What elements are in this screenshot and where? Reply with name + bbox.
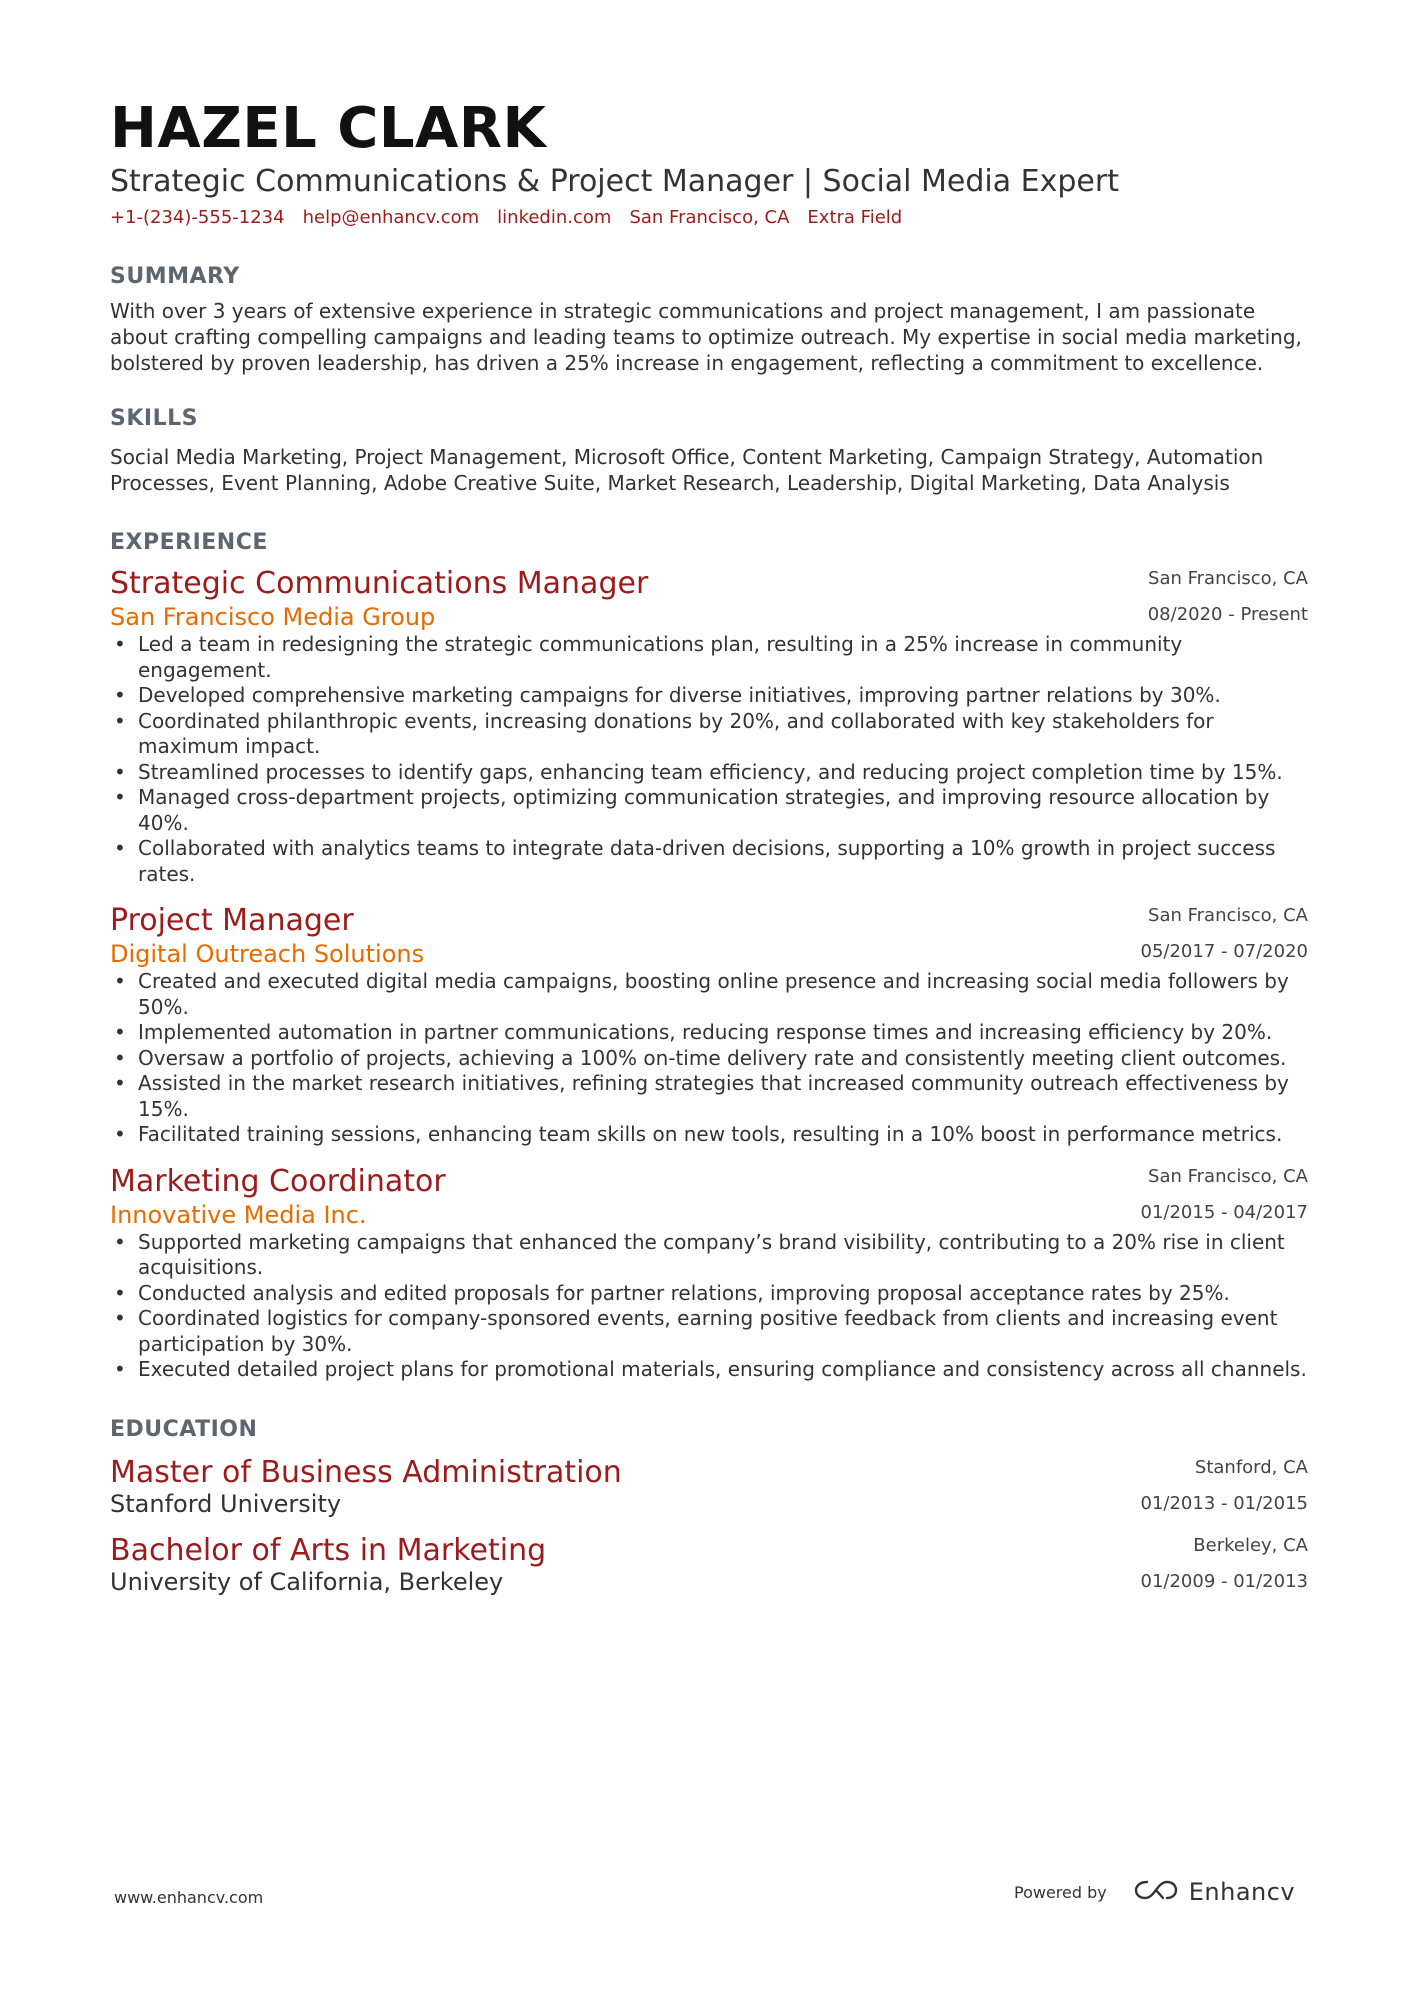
education-entry: [110, 1455, 1308, 1517]
job-header: [110, 1164, 1308, 1230]
job-location: San Francisco, CA: [1148, 905, 1308, 926]
resume-page: [110, 96, 1308, 1595]
job-bullets: [110, 969, 1308, 1148]
job-header: [110, 903, 1308, 969]
job-company: Digital Outreach Solutions: [110, 940, 425, 968]
contact-location: San Francisco, CA: [629, 207, 790, 228]
education-location: Berkeley, CA: [1193, 1534, 1308, 1556]
skills-title: SKILLS: [110, 406, 198, 431]
experience-title: EXPERIENCE: [110, 530, 268, 555]
skills-section: [110, 404, 1308, 496]
bullet-item: • Collaborated with analytics teams to integrate data-driven decisions, supporting a 10% growth in project success rates.: [110, 836, 1308, 887]
contact-email[interactable]: help@enhancv.com: [302, 207, 480, 228]
job-entry: [110, 903, 1308, 1148]
bullet-item: • Conducted analysis and edited proposals for partner relations, improving proposal acceptance rates by 25%.: [110, 1281, 1308, 1307]
footer-website[interactable]: www.enhancv.com: [114, 1888, 264, 1907]
experience-section: [110, 528, 1308, 1383]
bullet-item: • Oversaw a portfolio of projects, achieving a 100% on-time delivery rate and consistently meeting client outcomes.: [110, 1046, 1308, 1072]
enhancv-logo-icon: [1133, 1877, 1179, 1907]
education-dates: 01/2013 - 01/2015: [1140, 1492, 1308, 1514]
job-entry: [110, 566, 1308, 887]
school-name: Stanford University: [110, 1489, 342, 1518]
bullet-item: • Coordinated philanthropic events, increasing donations by 20%, and collaborated with key stakeholders for maximum impact.: [110, 709, 1308, 760]
school-name: University of California, Berkeley: [110, 1567, 504, 1596]
job-title: Marketing Coordinator: [110, 1163, 446, 1199]
bullet-item: • Implemented automation in partner communications, reducing response times and increasing efficiency by 20%.: [110, 1020, 1308, 1046]
education-location: Stanford, CA: [1194, 1456, 1308, 1478]
contact-extra-field: Extra Field: [807, 207, 903, 228]
bullet-item: • Executed detailed project plans for promotional materials, ensuring compliance and consistency across all channels.: [110, 1357, 1308, 1383]
bullet-item: • Facilitated training sessions, enhancing team skills on new tools, resulting in a 10% boost in performance metrics.: [110, 1122, 1308, 1148]
job-title: Project Manager: [110, 903, 354, 938]
contact-linkedin[interactable]: linkedin.com: [497, 207, 612, 228]
education-section: [110, 1415, 1308, 1595]
summary-section: [110, 262, 1308, 376]
job-bullets: [110, 632, 1308, 887]
candidate-name: HAZEL CLARK: [110, 96, 547, 161]
degree-title: Master of Business Administration: [110, 1454, 622, 1490]
skills-text: Social Media Marketing, Project Management, Microsoft Office, Content Marketing, Campaign Strategy, Automation Processes, Event Planning, Adobe Creative Suite, Market Research, Leadership, Digital Marketing, Data Analysis: [110, 445, 1264, 495]
job-header: [110, 566, 1308, 632]
footer-branding: [1014, 1872, 1295, 1912]
job-title: Strategic Communications Manager: [110, 566, 649, 601]
degree-title: Bachelor of Arts in Marketing: [110, 1532, 547, 1568]
bullet-item: • Assisted in the market research initiatives, refining strategies that increased community outreach effectiveness by 15%.: [110, 1071, 1308, 1122]
bullet-item: • Supported marketing campaigns that enhanced the company’s brand visibility, contributing to a 20% rise in client acquisitions.: [110, 1230, 1308, 1281]
education-dates: 01/2009 - 01/2013: [1140, 1570, 1308, 1592]
contact-phone[interactable]: +1-(234)-555-1234: [110, 207, 285, 228]
bullet-item: • Led a team in redesigning the strategic communications plan, resulting in a 25% increase in community engagement.: [110, 632, 1308, 683]
job-bullets: [110, 1230, 1308, 1383]
job-location: San Francisco, CA: [1148, 1165, 1308, 1187]
summary-text: With over 3 years of extensive experience in strategic communications and project management, I am passionate about crafting compelling campaigns and leading teams to optimize outreach. My expertise in social media marketing, bolstered by proven leadership, has driven a 25% increase in engagement, reflecting a commitment to excellence.: [110, 299, 1302, 375]
job-dates: 05/2017 - 07/2020: [1140, 941, 1308, 962]
brand-name: Enhancv: [1188, 1878, 1296, 1906]
bullet-item: • Developed comprehensive marketing campaigns for diverse initiatives, improving partner relations by 30%.: [110, 683, 1308, 709]
powered-by-label: Powered by: [1014, 1882, 1107, 1902]
summary-title: SUMMARY: [110, 264, 240, 289]
job-dates: 08/2020 - Present: [1147, 604, 1308, 625]
headline: Strategic Communications & Project Manager | Social Media Expert: [110, 164, 1119, 199]
bullet-item: • Created and executed digital media campaigns, boosting online presence and increasing social media followers by 50%.: [110, 969, 1308, 1020]
education-entry: [110, 1533, 1308, 1595]
bullet-item: • Coordinated logistics for company-sponsored events, earning positive feedback from clients and increasing event participation by 30%.: [110, 1306, 1308, 1357]
job-company: San Francisco Media Group: [110, 603, 436, 631]
bullet-item: • Streamlined processes to identify gaps, enhancing team efficiency, and reducing project completion time by 15%.: [110, 760, 1308, 786]
bullet-item: • Managed cross-department projects, optimizing communication strategies, and improving resource allocation by 40%.: [110, 785, 1308, 836]
job-company: Innovative Media Inc.: [110, 1200, 367, 1229]
job-entry: [110, 1164, 1308, 1383]
job-location: San Francisco, CA: [1148, 568, 1308, 589]
education-title: EDUCATION: [110, 1416, 258, 1442]
job-dates: 01/2015 - 04/2017: [1140, 1201, 1308, 1223]
contact-bar: [110, 204, 1308, 232]
